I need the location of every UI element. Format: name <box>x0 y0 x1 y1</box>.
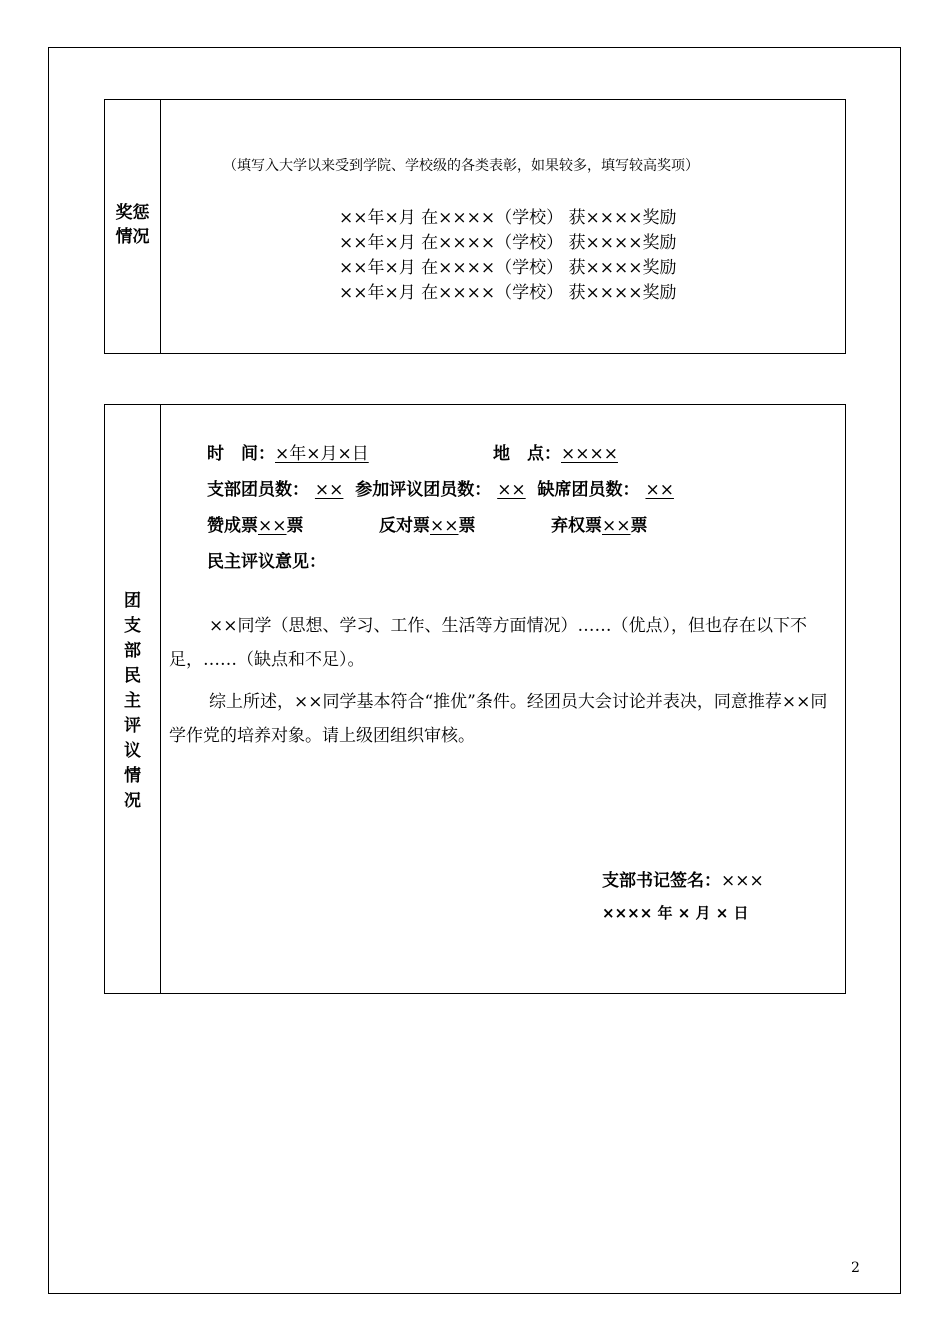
participants-value: ×× <box>497 480 526 500</box>
members-value: ×× <box>314 480 344 500</box>
award-item: ××年×月 在××××（学校） 获××××奖励 <box>339 233 677 253</box>
opinion-paragraph: 综上所述，××同学基本符合“推优”条件。经团员大会讨论并表决，同意推荐××同学作党的培养对象。请上级团组织审核。 <box>169 692 828 746</box>
evaluation-label: 团 支 部 民 主 评 议 情 况 <box>124 591 141 811</box>
signature-date: ×××× 年 × 月 × 日 <box>602 904 749 922</box>
award-item: ××年×月 在××××（学校） 获××××奖励 <box>339 258 677 278</box>
rewards-hint: （填写入大学以来受到学院、学校级的各类表彰，如果较多，填写较高奖项） <box>223 158 699 174</box>
participants-label: 参加评议团员数： <box>355 480 492 500</box>
time-label: 时 间： <box>207 444 275 464</box>
award-item: ××年×月 在××××（学校） 获××××奖励 <box>339 208 677 228</box>
approve-votes: 赞成票××票 <box>207 516 304 536</box>
abstain-value: ×× <box>602 516 631 536</box>
time-row <box>207 439 369 464</box>
approve-value: ×× <box>258 516 287 536</box>
rewards-label-cell <box>105 100 161 353</box>
oppose-value: ×× <box>430 516 459 536</box>
place-row <box>493 439 618 464</box>
award-item: ××年×月 在××××（学校） 获××××奖励 <box>339 283 677 303</box>
member-counts-row <box>207 475 674 500</box>
page-number: 2 <box>851 1260 860 1276</box>
absent-label: 缺席团员数： <box>537 480 640 500</box>
time-value: ×年×月×日 <box>275 444 369 464</box>
opinion-label: 民主评议意见： <box>207 552 326 572</box>
signature-row <box>602 866 764 891</box>
signature-value: ××× <box>721 871 764 891</box>
opinion-paragraph: ××同学（思想、学习、工作、生活等方面情况）……（优点），但也存在以下不足，……（缺点和不足）。 <box>169 616 807 670</box>
evaluation-label-cell <box>105 405 161 993</box>
place-label: 地 点： <box>493 444 561 464</box>
evaluation-section <box>104 404 846 994</box>
absent-value: ×× <box>645 480 674 500</box>
rewards-label: 奖惩 情况 <box>115 203 150 247</box>
signature-label: 支部书记签名： <box>602 871 721 891</box>
place-value: ×××× <box>561 444 618 464</box>
abstain-votes: 弃权票××票 <box>551 516 648 536</box>
members-label: 支部团员数： <box>207 480 309 500</box>
oppose-votes: 反对票××票 <box>379 516 476 536</box>
rewards-section <box>104 99 846 354</box>
